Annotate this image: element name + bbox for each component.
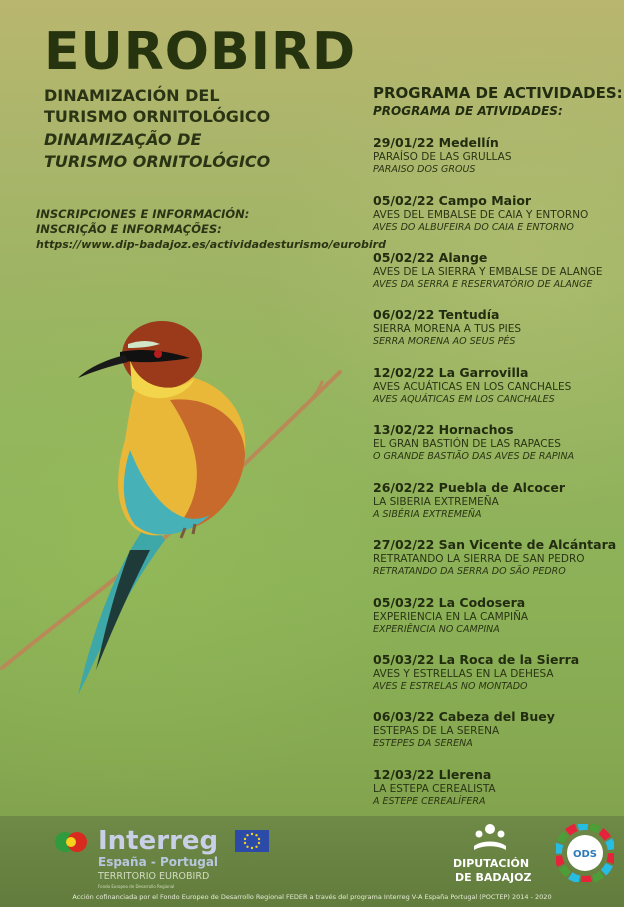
poster-title: EUROBIRD	[44, 22, 357, 82]
event-title-es: RETRATANDO LA SIERRA DE SAN PEDRO	[373, 553, 585, 565]
event-date-place: 26/02/22 Puebla de Alcocer	[373, 480, 566, 495]
event-title-pt: PARAISO DOS GROUS	[373, 164, 476, 175]
diputacion-name-line2: DE BADAJOZ	[455, 871, 532, 884]
subtitle-es-1: DINAMIZACIÓN DEL	[44, 86, 220, 105]
event-date-place: 27/02/22 San Vicente de Alcántara	[373, 537, 617, 552]
inscription-label-es: INSCRIPCIONES E INFORMACIÓN:	[36, 207, 250, 221]
diputacion-badajoz-logo-icon	[470, 822, 510, 856]
event-item	[373, 193, 618, 233]
event-title-pt: ESTEPES DA SERENA	[373, 738, 473, 749]
inscription-label-pt: INSCRIÇÃO E INFORMAÇÕES:	[36, 222, 222, 236]
event-date-place: 05/02/22 Alange	[373, 250, 488, 265]
event-item	[373, 595, 618, 635]
event-date-place: 05/03/22 La Codosera	[373, 595, 526, 610]
event-date-place: 05/03/22 La Roca de la Sierra	[373, 652, 580, 667]
subtitle-pt-2: TURISMO ORNITOLÓGICO	[44, 152, 271, 171]
event-title-es: LA SIBERIA EXTREMEÑA	[373, 496, 499, 508]
ods-sdg-wheel-icon	[556, 824, 614, 882]
funding-footnote: Acción cofinanciada por el Fondo Europeo de Desarrollo Regional FEDER a través del programa Interreg V-A España Portugal (POCTEP) 2014 - 2020	[72, 893, 552, 901]
event-item	[373, 767, 618, 807]
interreg-fund-text: Fondo Europeo de Desarrollo Regional	[98, 884, 175, 889]
interreg-logo-text: Interreg	[98, 826, 219, 856]
event-title-es: LA ESTEPA CEREALISTA	[373, 783, 496, 795]
event-item	[373, 537, 618, 577]
event-title-es: PARAÍSO DE LAS GRULLAS	[373, 151, 512, 163]
event-title-es: AVES Y ESTRELLAS EN LA DEHESA	[373, 668, 554, 680]
program-subtitle: PROGRAMA DE ATIVIDADES:	[373, 104, 563, 118]
event-title-pt: RETRATANDO DA SERRA DO SÃO PEDRO	[373, 566, 566, 577]
ods-label: ODS	[572, 849, 598, 860]
event-item	[373, 365, 618, 405]
event-date-place: 06/03/22 Cabeza del Buey	[373, 709, 555, 724]
event-item	[373, 307, 618, 347]
interreg-region-text: España - Portugal	[98, 855, 219, 869]
territorio-eurobird-text: TERRITORIO EUROBIRD	[98, 871, 210, 882]
bee-eater-bird-illustration	[0, 300, 360, 720]
event-item	[373, 709, 618, 749]
event-date-place: 12/03/22 Llerena	[373, 767, 492, 782]
event-item	[373, 480, 618, 520]
diputacion-name-line1: DIPUTACIÓN	[453, 857, 530, 870]
event-title-es: SIERRA MORENA A TUS PIES	[373, 323, 522, 335]
event-title-pt: A SIBÉRIA EXTREMEÑA	[373, 509, 482, 520]
event-title-es: AVES DE LA SIERRA Y EMBALSE DE ALANGE	[373, 266, 603, 278]
event-title-es: EXPERIENCIA EN LA CAMPIÑA	[373, 611, 529, 623]
event-title-pt: O GRANDE BASTIÃO DAS AVES DE RAPINA	[373, 451, 575, 462]
event-title-pt: AVES AQUÁTICAS EM LOS CANCHALES	[373, 394, 555, 405]
subtitle-es-2: TURISMO ORNITOLÓGICO	[44, 107, 271, 126]
event-item	[373, 135, 618, 175]
eu-flag-icon	[235, 830, 269, 852]
event-item	[373, 250, 618, 290]
event-title-es: ESTEPAS DE LA SERENA	[373, 725, 500, 737]
event-date-place: 12/02/22 La Garrovilla	[373, 365, 529, 380]
event-title-pt: SERRA MORENA AO SEUS PÉS	[373, 336, 516, 347]
event-date-place: 13/02/22 Hornachos	[373, 422, 514, 437]
event-title-pt: AVES DO ALBUFEIRA DO CAIA E ENTORNO	[373, 222, 574, 233]
event-date-place: 06/02/22 Tentudía	[373, 307, 500, 322]
region-heart-logo-icon	[54, 830, 88, 854]
event-date-place: 29/01/22 Medellín	[373, 135, 499, 150]
inscription-url-link[interactable]: https://www.dip-badajoz.es/actividadesturismo/eurobird	[36, 238, 386, 251]
event-item	[373, 422, 618, 462]
subtitle-pt-1: DINAMIZAÇÃO DE	[44, 130, 202, 149]
event-title-pt: AVES DA SERRA E RESERVATÓRIO DE ALANGE	[373, 279, 593, 290]
event-title-es: AVES DEL EMBALSE DE CAIA Y ENTORNO	[373, 209, 589, 221]
event-title-pt: AVES E ESTRELAS NO MONTADO	[373, 681, 528, 692]
program-title: PROGRAMA DE ACTIVIDADES:	[373, 84, 623, 102]
event-title-es: AVES ACUÁTICAS EN LOS CANCHALES	[373, 381, 572, 393]
event-item	[373, 652, 618, 692]
event-title-es: EL GRAN BASTIÓN DE LAS RAPACES	[373, 438, 561, 450]
event-title-pt: A ESTEPE CEREALÍFERA	[373, 796, 486, 807]
event-date-place: 05/02/22 Campo Maior	[373, 193, 532, 208]
event-title-pt: EXPERIÊNCIA NO CAMPINA	[373, 624, 500, 635]
